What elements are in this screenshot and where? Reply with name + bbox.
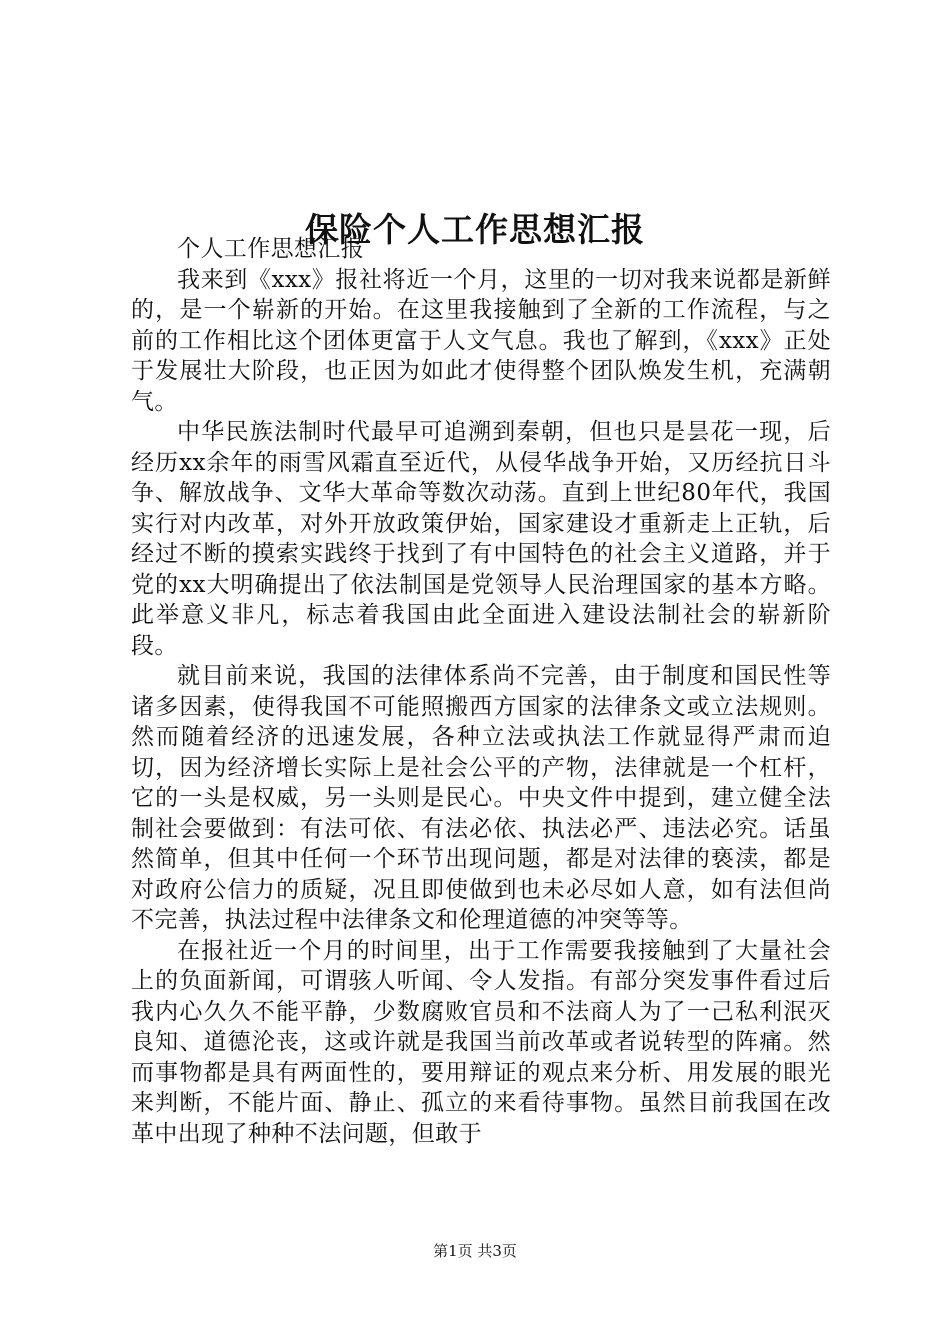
page-footer: 第1页 共3页	[433, 1242, 517, 1260]
paragraph-3: 就目前来说，我国的法律体系尚不完善，由于制度和国民性等诸多因素，使得我国不可能照搬西方国家的法律条文或立法规则。然而随着经济的迅速发展，各种立法或执法工作就显得严肃而迫切，因为经济增长实际上是社会公平的产物，法律就是一个杠杆，它的一头是权威，另一头则是民心。中央文件中提到，建立健全法制社会要做到：有法可依、有法必依、执法必严、违法必究。话虽然简单，但其中任何一个环节出现问题，都是对法律的亵渎，都是对政府公信力的质疑，况且即使做到也未必尽如人意，如有法但尚不完善，执法过程中法律条文和伦理道德的冲突等等。	[131, 663, 831, 933]
paragraph-4: 在报社近一个月的时间里，出于工作需要我接触到了大量社会上的负面新闻，可谓骇人听闻、令人发指。有部分突发事件看过后我内心久久不能平静，少数腐败官员和不法商人为了一己私利泯灭良知、道德沦丧，这或许就是我国当前改革或者说转型的阵痛。然而事物都是具有两面性的，要用辩证的观点来分析、用发展的眼光来判断，不能片面、静止、孤立的来看待事物。虽然目前我国在改革中出现了种种不法问题，但敢于	[131, 937, 831, 1147]
paragraph-subtitle: 个人工作思想汇报	[177, 236, 365, 262]
document-body	[131, 234, 831, 1149]
paragraph-2: 中华民族法制时代最早可追溯到秦朝，但也只是昙花一现，后经历xx余年的雨雪风霜直至近代，从侵华战争开始，又历经抗日斗争、解放战争、文华大革命等数次动荡。直到上世纪80年代，我国实行对内改革，对外开放政策伊始，国家建设才重新走上正轨，后经过不断的摸索实践终于找到了有中国特色的社会主义道路，并于党的xx大明确提出了依法制国是党领导人民治理国家的基本方略。此举意义非凡，标志着我国由此全面进入建设法制社会的崭新阶段。	[131, 419, 831, 659]
document-title: 保险个人工作思想汇报	[305, 210, 645, 250]
paragraph-1: 我来到《xxx》报社将近一个月，这里的一切对我来说都是新鲜的，是一个崭新的开始。在这里我接触到了全新的工作流程，与之前的工作相比这个团体更富于人文气息。我也了解到，《xxx》正处于发展壮大阶段，也正因为如此才使得整个团队焕发生机，充满朝气。	[131, 266, 831, 415]
